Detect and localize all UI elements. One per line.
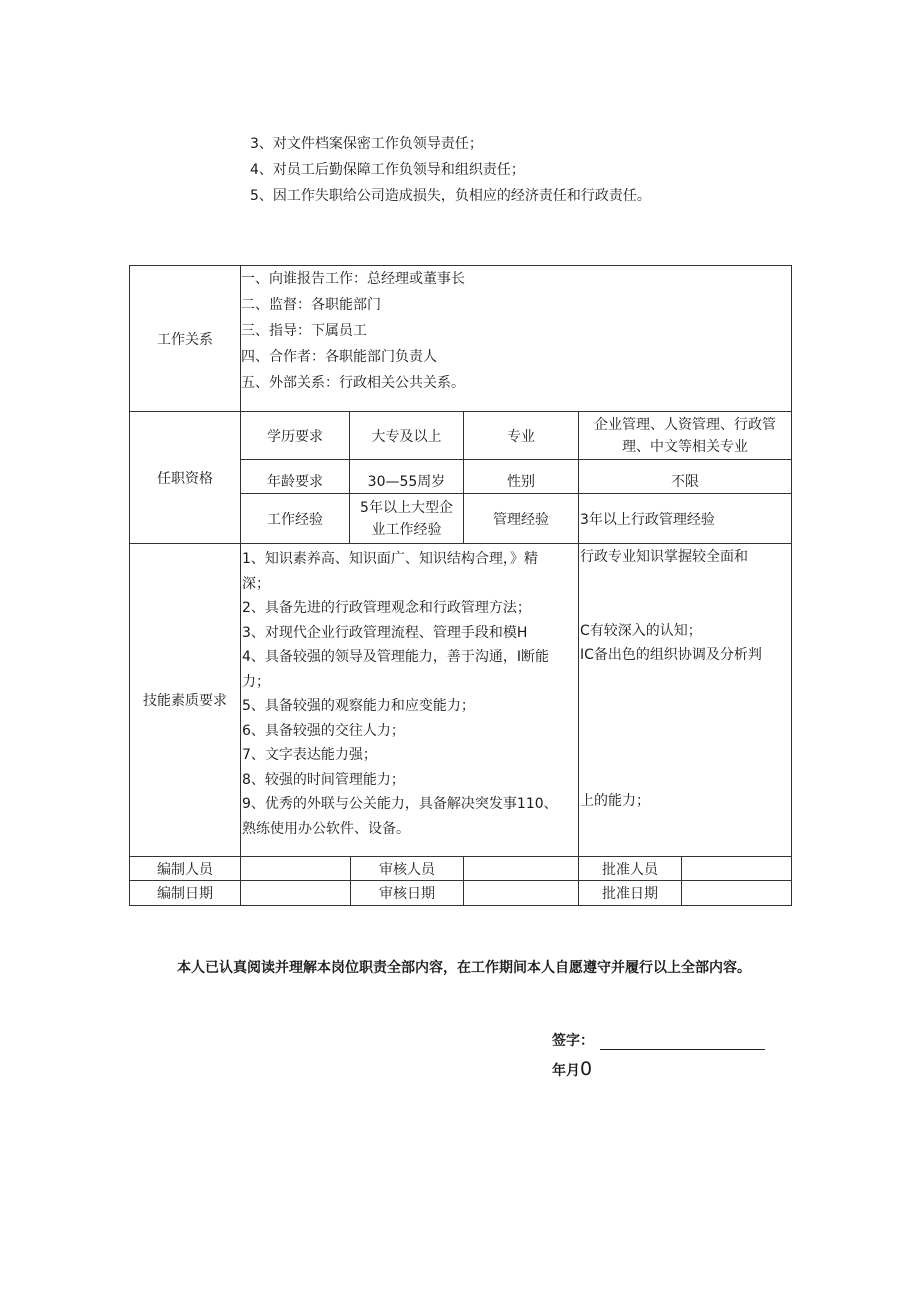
approved-by-value[interactable] (682, 857, 792, 881)
major-label: 专业 (464, 412, 579, 460)
duty-item: 3、对文件档案保密工作负领导责任； (250, 136, 483, 152)
skill-line: 力； (242, 673, 270, 690)
skill-line: IC备出色的组织协调及分析判 (580, 647, 762, 663)
prepared-by-value[interactable] (241, 857, 351, 881)
prepared-by-label: 编制人员 (130, 857, 241, 881)
skill-line: 上的能力； (580, 793, 650, 809)
relation-line: 五、外部关系：行政相关公共关系。 (241, 375, 465, 391)
education-label: 学历要求 (241, 412, 350, 460)
signature-field (552, 1030, 765, 1050)
approved-date-label: 批准日期 (579, 881, 682, 906)
qualification-row-education (130, 412, 792, 460)
relation-line: 三、指导：下属员工 (241, 323, 367, 339)
signature-line[interactable] (600, 1033, 765, 1050)
experience-label: 工作经验 (241, 494, 350, 544)
gender-label: 性别 (464, 460, 579, 494)
education-value: 大专及以上 (350, 412, 464, 460)
skills-left (241, 544, 579, 857)
date-suffix: 0 (580, 1058, 593, 1080)
skill-line: 8、较强的时间管理能力； (242, 771, 405, 788)
skills-row (130, 544, 792, 857)
relation-line: 一、向谁报告工作：总经理或董事长 (241, 271, 465, 287)
skills-label: 技能素质要求 (130, 544, 241, 857)
major-value: 企业管理、人资管理、行政管理、中文等相关专业 (579, 412, 792, 460)
skill-line: 6、具备较强的交往人力； (242, 722, 405, 739)
relations-row (130, 266, 792, 412)
date-field (552, 1058, 592, 1080)
age-label: 年龄要求 (241, 460, 350, 494)
signoff-row-dates (130, 881, 792, 906)
duty-item: 5、因工作失职给公司造成损失，负相应的经济责任和行政责任。 (250, 188, 651, 204)
skill-line: 2、具备先进的行政管理观念和行政管理方法； (242, 600, 531, 616)
experience-value: 5年以上大型企业工作经验 (350, 494, 464, 544)
relation-line: 四、合作者：各职能部门负责人 (241, 349, 437, 365)
signature-label: 签字： (552, 1033, 594, 1049)
reviewed-by-value[interactable] (464, 857, 579, 881)
skill-line: 1、知识素养高、知识面广、知识结构合理，》精 (242, 551, 538, 567)
approved-date-value[interactable] (682, 881, 792, 906)
relations-label: 工作关系 (130, 266, 241, 412)
reviewed-date-label: 审核日期 (351, 881, 464, 906)
job-description-table (129, 265, 792, 906)
skill-line: 深； (242, 575, 270, 592)
mgmt-label: 管理经验 (464, 494, 579, 544)
skill-line: C有较深入的认知； (580, 623, 702, 639)
age-value: 30—55周岁 (350, 460, 464, 494)
gender-value: 不限 (579, 460, 792, 494)
mgmt-value: 3年以上行政管理经验 (579, 494, 792, 544)
reviewed-date-value[interactable] (464, 881, 579, 906)
skill-line: 7、文字表达能力强； (242, 747, 377, 763)
relations-content (241, 266, 792, 412)
skill-line: 4、具备较强的领导及管理能力，善于沟通，I断能 (242, 649, 550, 665)
reviewed-by-label: 审核人员 (351, 857, 464, 881)
prepared-date-label: 编制日期 (130, 881, 241, 906)
relation-line: 二、监督：各职能部门 (241, 297, 381, 313)
skill-line: 行政专业知识掌握较全面和 (580, 549, 748, 565)
skill-line: 3、对现代企业行政管理流程、管理手段和模H (242, 624, 528, 641)
qualifications-label: 任职资格 (130, 412, 241, 544)
declaration-text: 本人已认真阅读并理解本岗位职责全部内容，在工作期间本人自愿遵守并履行以上全部内容。 (177, 960, 751, 976)
prepared-date-value[interactable] (241, 881, 351, 906)
skill-line: 熟练使用办公软件、设备。 (242, 820, 410, 837)
skill-line: 9、优秀的外联与公关能力，具备解决突发事110、 (242, 796, 558, 812)
duties-list (250, 131, 651, 209)
date-label: 年月 (552, 1063, 580, 1079)
duty-item: 4、对员工后勤保障工作负领导和组织责任； (250, 162, 525, 178)
approved-by-label: 批准人员 (579, 857, 682, 881)
signoff-row-names (130, 857, 792, 881)
skills-right (579, 544, 792, 857)
skill-line: 5、具备较强的观察能力和应变能力； (242, 698, 475, 714)
